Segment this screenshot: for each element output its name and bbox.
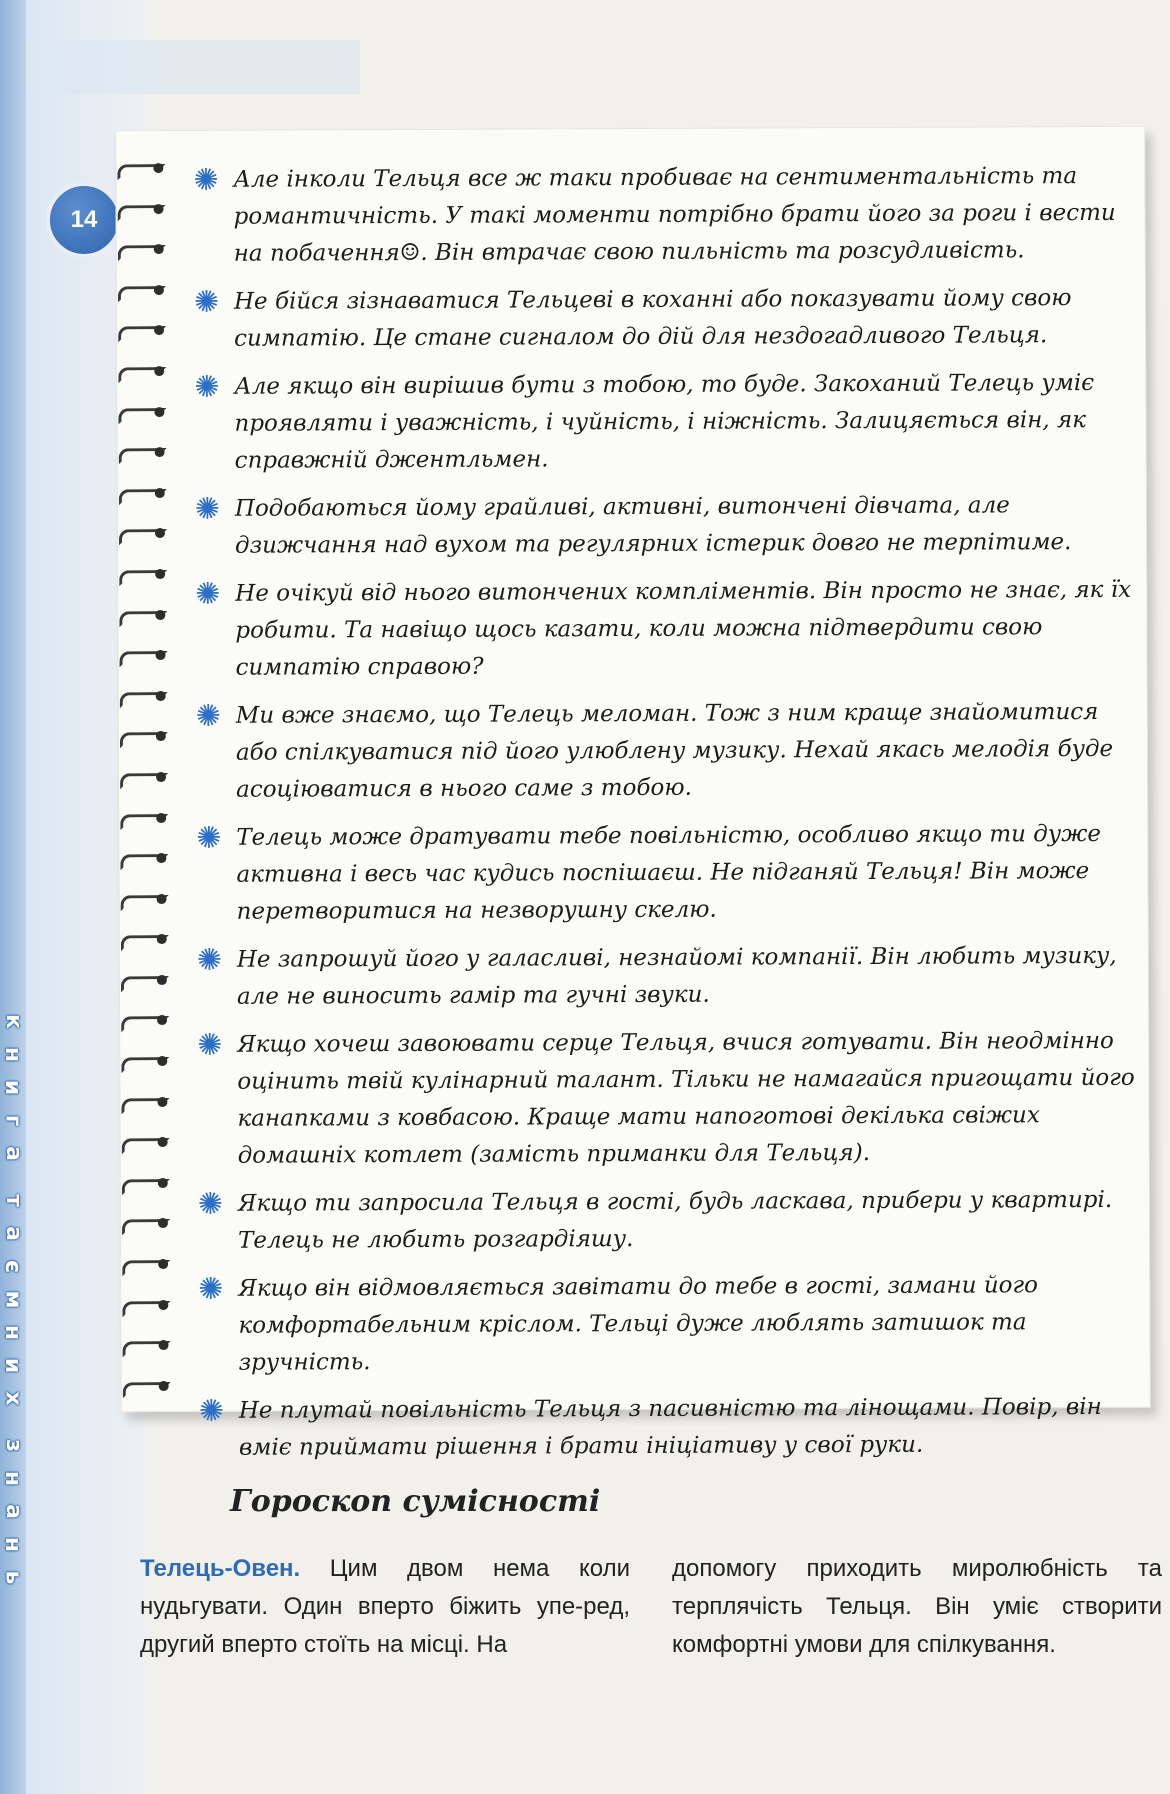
side-title-letter: ь — [0, 1570, 26, 1585]
side-title-letter: н — [0, 1470, 26, 1487]
side-title-letter: и — [0, 1079, 26, 1096]
spiral-ring-icon — [117, 479, 167, 520]
spiral-ring-icon — [118, 722, 168, 763]
side-title-letter: м — [0, 1290, 26, 1309]
spiral-ring-icon — [119, 1006, 169, 1047]
spiral-ring-icon — [117, 519, 167, 560]
blue-splat-icon: ✺ — [193, 162, 219, 198]
spiral-ring-icon — [115, 195, 165, 236]
tip-item — [199, 1389, 1139, 1467]
tip-text: Не плутай повільність Тельця з пасивністю та лінощами. Повір, він вміє приймати рішення і брати ініціативу у свої руки. — [238, 1393, 1102, 1461]
tip-item — [193, 158, 1133, 273]
blue-splat-icon: ✺ — [194, 491, 221, 527]
tip-item — [195, 572, 1135, 687]
tip-text: Ми вже знаємо, що Телець меломан. Тож з ним краще знайомитися або спілкуватися під його улюблену музику. Нехай якась мелодія буде асоціюватися в нього саме з тобою. — [235, 698, 1114, 803]
tip-item — [196, 816, 1136, 931]
blue-splat-icon: ✺ — [197, 1027, 223, 1063]
blue-splat-icon: ✺ — [194, 369, 220, 405]
tip-text: Якщо він відмовляється завітати до тебе в гості, замани його комфортабельним кріслом. Тельці дуже люблять затишок та зручність. — [238, 1272, 1039, 1376]
side-title-letter: х — [0, 1391, 26, 1406]
blue-splat-icon: ✺ — [195, 698, 221, 734]
spiral-ring-icon — [118, 763, 168, 804]
tip-text: Якщо ти запросила Тельця в гості, будь ласкава, прибери у квартирі. Телець не любить розгардіяшу. — [237, 1186, 1113, 1254]
spiral-ring-icon — [119, 1047, 169, 1088]
side-title-letter: а — [0, 1146, 26, 1161]
blue-splat-icon: ✺ — [196, 942, 223, 978]
side-title — [0, 1005, 26, 1594]
spiral-ring-icon — [119, 1088, 169, 1129]
tip-text: Подобаються йому грайливі, активні, витончені дівчата, але дзижчання над вухом та регулярних істерик довго не терпітиме. — [234, 492, 1072, 559]
tip-text: Якщо хочеш завоювати серце Тельця, вчися готувати. Він неодмінно оцінить твій кулінарний талант. Тільки не намагайся пригощати його канапками з ковбасою. Краще мати напоготові декілька свіжих домашніх котлет (замість приманки для Тельця). — [237, 1027, 1135, 1169]
spiral-ring-icon — [120, 1291, 170, 1332]
spiral-ring-icon — [119, 966, 169, 1007]
page-number: 14 — [46, 182, 122, 258]
side-title-letter: а — [0, 1226, 26, 1241]
spiral-ring-icon — [120, 1209, 170, 1250]
spiral-ring-icon — [116, 235, 166, 276]
tip-text: Не бійся зізнаватися Тельцеві в коханні або показувати йому свою симпатію. Це стане сигналом до дій для нездогадливого Тельця. — [233, 285, 1072, 352]
spiral-ring-icon — [121, 1372, 171, 1413]
side-title-letter: г — [0, 1114, 26, 1127]
pair-label: Телець-Овен. — [140, 1555, 301, 1582]
tip-text: Але якщо він вирішив бути з тобою, то буде. Закоханий Телець уміє проявляти і уважність, і чуйність, і ніжність. Залицяється він, як справжній джентльмен. — [234, 369, 1095, 474]
blue-splat-icon: ✺ — [193, 284, 220, 320]
side-title-letter: т — [0, 1194, 26, 1207]
spiral-binding — [115, 154, 170, 1413]
spiral-ring-icon — [116, 316, 166, 357]
side-title-letter: а — [0, 1504, 26, 1519]
left-text: Цим двом нема коли нудьгувати. Один вперто біжить упе-ред, другий вперто стоїть на місці. На — [140, 1555, 630, 1658]
blue-splat-icon: ✺ — [196, 820, 222, 856]
spiral-ring-icon — [118, 682, 168, 723]
tip-text: Не очікуй від нього витончених компліментів. Він просто не знає, як їх робити. Та навіщо щось казати, коли можна підтвердити свою симпатію справою? — [235, 576, 1132, 681]
spiral-ring-icon — [116, 357, 166, 398]
top-band — [30, 40, 360, 94]
spiral-ring-icon — [119, 885, 169, 926]
side-title-letter: и — [0, 1357, 26, 1374]
tips-list — [193, 158, 1139, 1478]
section-heading: Гороскоп сумісності — [230, 1484, 601, 1519]
blue-splat-icon: ✺ — [197, 1186, 224, 1222]
spiral-ring-icon — [117, 601, 167, 642]
spiral-ring-icon — [120, 1250, 170, 1291]
tip-item — [197, 1023, 1138, 1175]
side-title-letter: н — [0, 1324, 26, 1341]
spiral-ring-icon — [117, 438, 167, 479]
blue-splat-icon: ✺ — [195, 576, 221, 612]
notebook-card — [115, 126, 1151, 1461]
spiral-ring-icon — [115, 154, 165, 195]
side-title-letter: н — [0, 1046, 26, 1063]
side-title-letter: к — [0, 1014, 26, 1029]
tip-text: Але інколи Тельця все ж таки пробиває на сентиментальність та романтичність. У такі моменти потрібно брати його за роги і вести на побачення☺. Він втрачає свою пильність та розсудливість. — [233, 163, 1116, 267]
spiral-ring-icon — [116, 398, 166, 439]
blue-splat-icon: ✺ — [198, 1271, 224, 1307]
spiral-ring-icon — [117, 641, 167, 682]
spiral-ring-icon — [120, 1169, 170, 1210]
spiral-ring-icon — [119, 925, 169, 966]
tip-item — [198, 1182, 1138, 1260]
tip-item — [197, 938, 1137, 1016]
spiral-ring-icon — [116, 276, 166, 317]
side-title-letter: є — [0, 1259, 26, 1274]
tip-text: Не запрошуй його у галасливі, незнайомі компанії. Він любить музику, але не виносить гамір та гучні звуки. — [236, 942, 1117, 1010]
tip-item — [195, 487, 1135, 565]
spiral-ring-icon — [120, 1128, 170, 1169]
spiral-ring-icon — [117, 560, 167, 601]
tip-text: Телець може дратувати тебе повільністю, особливо якщо ти дуже активна і весь час кудись поспішаєш. Не підганяй Тельця! Він може перетворитися на незворушну скелю. — [236, 820, 1102, 925]
text-column-right: допомогу приходить миролюбність та терплячість Тельця. Він уміє створити комфортні умови для спілкування. — [672, 1555, 1162, 1658]
spiral-ring-icon — [118, 804, 168, 845]
side-title-letter: з — [0, 1439, 26, 1452]
spiral-ring-icon — [120, 1331, 170, 1372]
tip-item — [198, 1267, 1138, 1382]
tip-item — [194, 280, 1134, 358]
tip-item — [194, 365, 1134, 480]
blue-splat-icon: ✺ — [198, 1393, 225, 1429]
tip-item — [196, 694, 1136, 809]
text-column-left — [140, 1550, 630, 1664]
side-title-letter: н — [0, 1536, 26, 1553]
spiral-ring-icon — [118, 844, 168, 885]
